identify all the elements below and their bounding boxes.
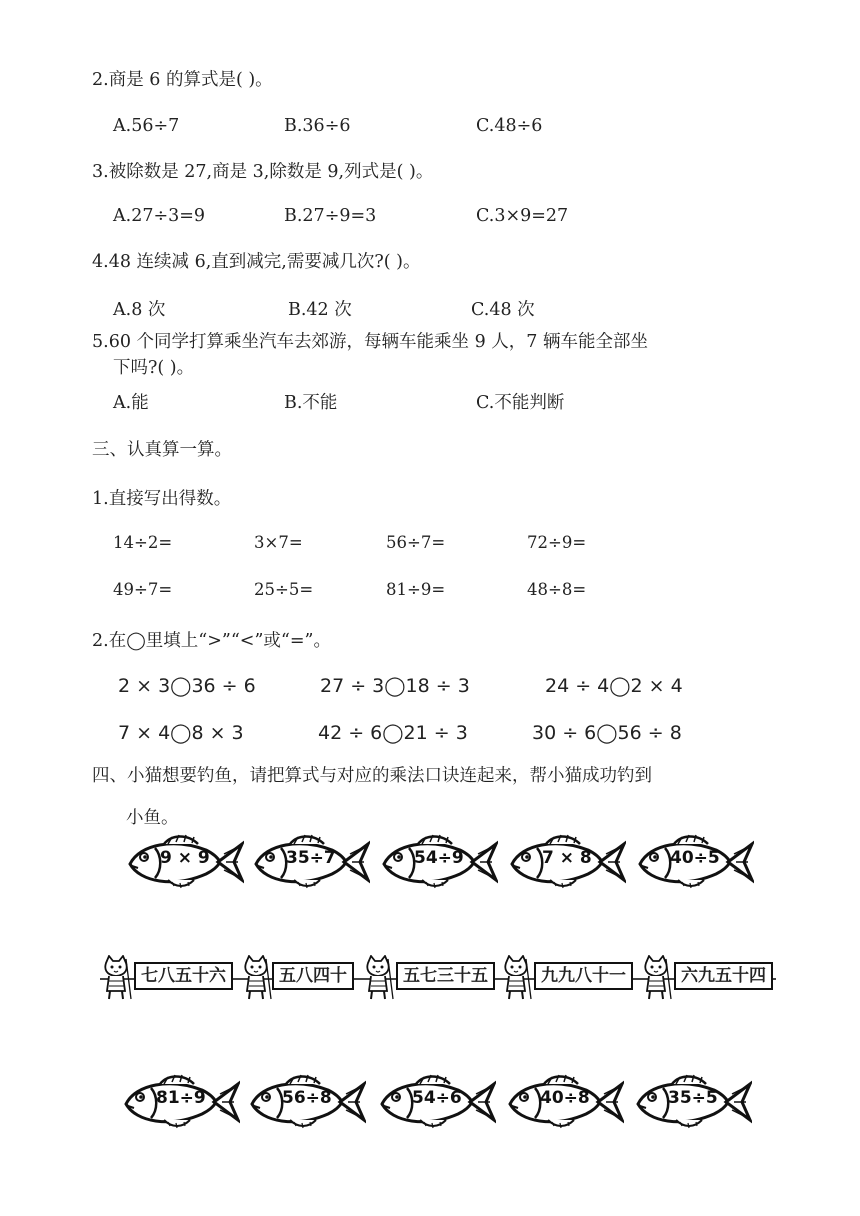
question-4-option-b: B.42 次 bbox=[288, 300, 352, 320]
fish-expression: 54÷6 bbox=[412, 1088, 462, 1108]
fish-expression: 35÷7 bbox=[286, 848, 336, 868]
question-5-option-a: A.能 bbox=[113, 393, 149, 413]
question-3-stem: 3.被除数是 27,商是 3,除数是 9,列式是( )。 bbox=[92, 162, 434, 182]
fish-card[interactable] bbox=[246, 1072, 366, 1132]
fish-card[interactable] bbox=[378, 832, 498, 892]
cat-icon bbox=[500, 955, 532, 1001]
calc-item: 25÷5= bbox=[254, 580, 314, 599]
section-3-q2-title: 2.在◯里填上“>”“<”或“=”。 bbox=[92, 631, 331, 651]
question-3-option-b: B.27÷9=3 bbox=[284, 206, 377, 226]
cat-icon bbox=[362, 955, 394, 1001]
question-4-stem: 4.48 连续减 6,直到减完,需要减几次?( )。 bbox=[92, 252, 421, 272]
cat-icon bbox=[240, 955, 272, 1001]
question-2-option-c: C.48÷6 bbox=[476, 116, 543, 136]
question-5-option-c: C.不能判断 bbox=[476, 393, 565, 413]
calc-item: 49÷7= bbox=[113, 580, 173, 599]
fish-expression: 54÷9 bbox=[414, 848, 464, 868]
fish-expression: 56÷8 bbox=[282, 1088, 332, 1108]
fish-expression: 40÷8 bbox=[540, 1088, 590, 1108]
fish-card[interactable] bbox=[632, 1072, 752, 1132]
multiplication-rhyme-box[interactable]: 五七三十五 bbox=[396, 962, 495, 990]
section-4-title-line1: 四、小猫想要钓鱼，请把算式与对应的乘法口诀连起来，帮小猫成功钓到 bbox=[92, 766, 652, 786]
fish-expression: 9 × 9 bbox=[160, 848, 210, 868]
multiplication-rhyme-box[interactable]: 六九五十四 bbox=[674, 962, 773, 990]
calc-item: 48÷8= bbox=[527, 580, 587, 599]
section-3-title: 三、认真算一算。 bbox=[92, 440, 232, 460]
question-2-option-b: B.36÷6 bbox=[284, 116, 351, 136]
multiplication-rhyme-box[interactable]: 五八四十 bbox=[272, 962, 354, 990]
question-5-option-b: B.不能 bbox=[284, 393, 338, 413]
question-2-option-a: A.56÷7 bbox=[113, 116, 180, 136]
question-2-stem: 2.商是 6 的算式是( )。 bbox=[92, 70, 273, 90]
compare-item: 27 ÷ 3◯18 ÷ 3 bbox=[320, 675, 470, 697]
fish-card[interactable] bbox=[376, 1072, 496, 1132]
compare-item: 30 ÷ 6◯56 ÷ 8 bbox=[532, 722, 682, 744]
calc-item: 81÷9= bbox=[386, 580, 446, 599]
cat-icon bbox=[640, 955, 672, 1001]
section-3-q1-title: 1.直接写出得数。 bbox=[92, 489, 232, 509]
calc-item: 56÷7= bbox=[386, 533, 446, 552]
question-5-stem-line1: 5.60 个同学打算乘坐汽车去郊游，每辆车能乘坐 9 人，7 辆车能全部坐 bbox=[92, 332, 648, 352]
fish-card[interactable] bbox=[250, 832, 370, 892]
question-4-option-a: A.8 次 bbox=[113, 300, 166, 320]
question-3-option-c: C.3×9=27 bbox=[476, 206, 569, 226]
question-4-option-c: C.48 次 bbox=[471, 300, 535, 320]
fish-card[interactable] bbox=[120, 1072, 240, 1132]
cat-icon bbox=[100, 955, 132, 1001]
calc-item: 3×7= bbox=[254, 533, 303, 552]
fish-expression: 81÷9 bbox=[156, 1088, 206, 1108]
fish-expression: 35÷5 bbox=[668, 1088, 718, 1108]
compare-item: 24 ÷ 4◯2 × 4 bbox=[545, 675, 683, 697]
fish-card[interactable] bbox=[124, 832, 244, 892]
section-4-title-line2: 小鱼。 bbox=[126, 808, 179, 828]
compare-item: 2 × 3◯36 ÷ 6 bbox=[118, 675, 256, 697]
calc-item: 72÷9= bbox=[527, 533, 587, 552]
fish-expression: 7 × 8 bbox=[542, 848, 592, 868]
question-3-option-a: A.27÷3=9 bbox=[113, 206, 206, 226]
fish-card[interactable] bbox=[634, 832, 754, 892]
compare-item: 42 ÷ 6◯21 ÷ 3 bbox=[318, 722, 468, 744]
multiplication-rhyme-box[interactable]: 七八五十六 bbox=[134, 962, 233, 990]
fish-card[interactable] bbox=[504, 1072, 624, 1132]
multiplication-rhyme-box[interactable]: 九九八十一 bbox=[534, 962, 633, 990]
compare-item: 7 × 4◯8 × 3 bbox=[118, 722, 244, 744]
calc-item: 14÷2= bbox=[113, 533, 173, 552]
question-5-stem-line2: 下吗?( )。 bbox=[113, 358, 195, 378]
fish-card[interactable] bbox=[506, 832, 626, 892]
fish-expression: 40÷5 bbox=[670, 848, 720, 868]
